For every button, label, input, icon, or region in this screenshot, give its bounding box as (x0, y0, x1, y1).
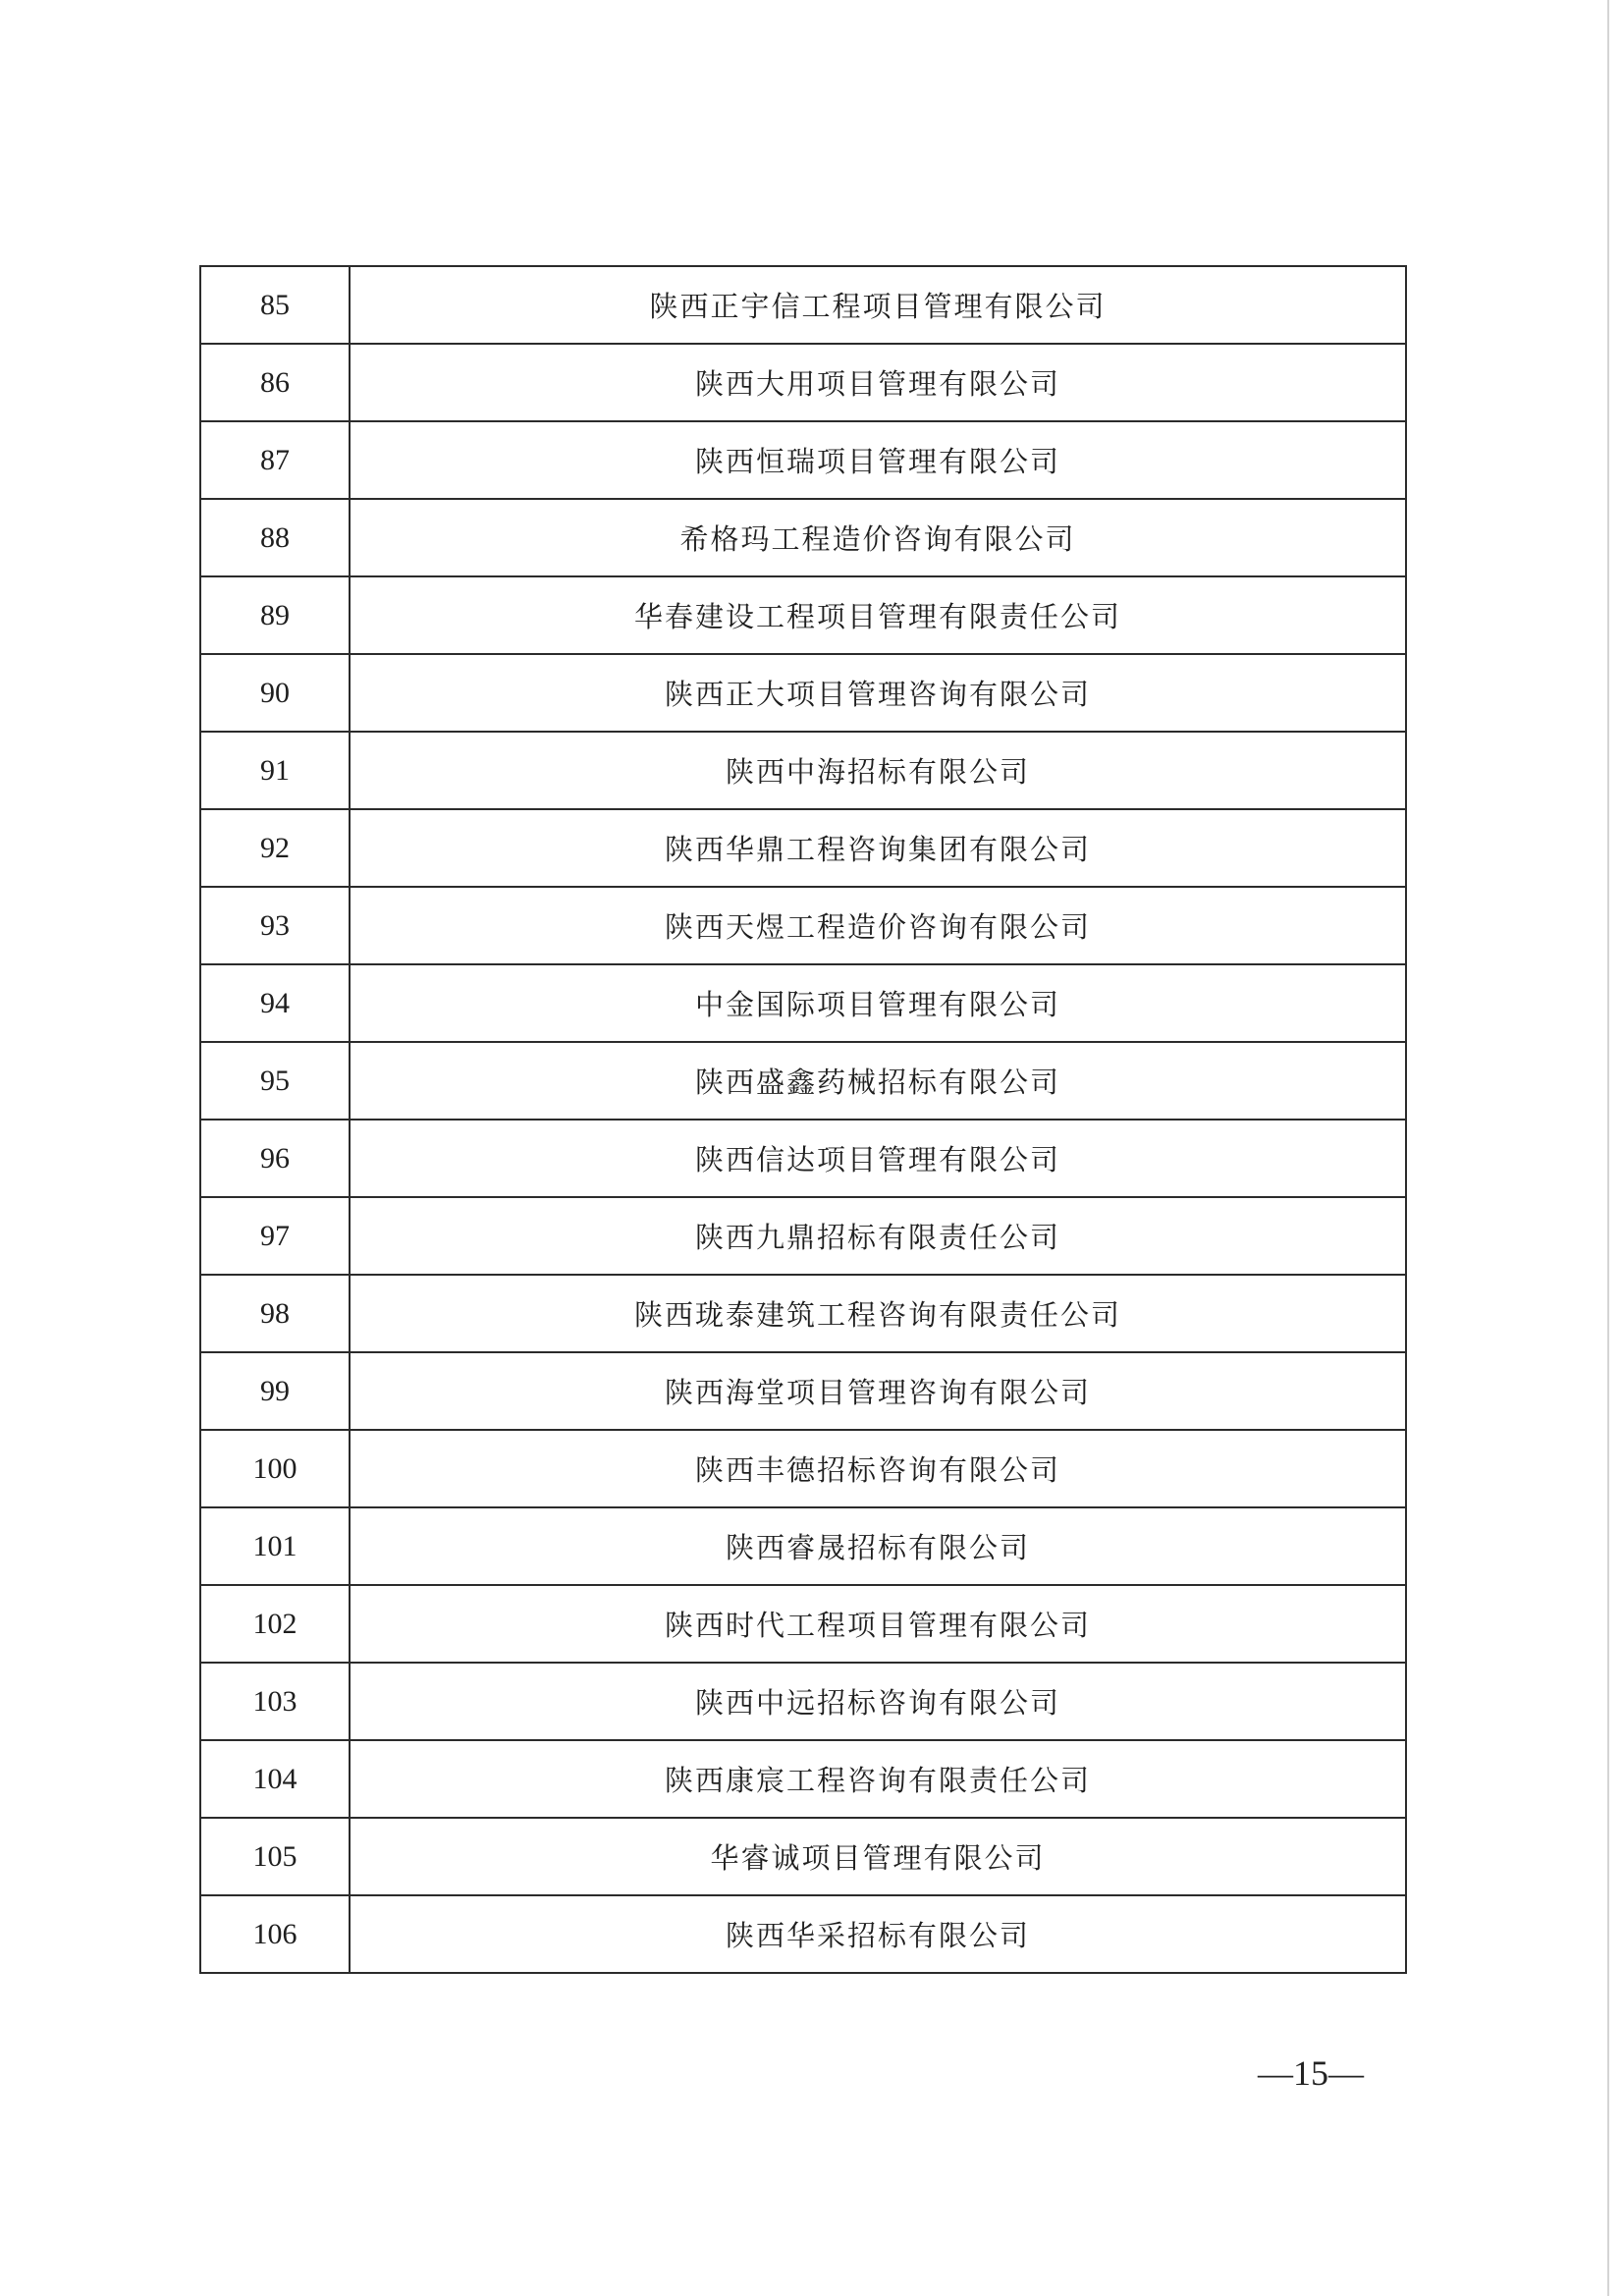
table-row (200, 809, 1406, 887)
row-number: 89 (200, 576, 350, 654)
row-number: 102 (200, 1585, 350, 1663)
table-row (200, 1507, 1406, 1585)
table-row (200, 1895, 1406, 1973)
company-table (199, 265, 1407, 1974)
company-name: 中金国际项目管理有限公司 (350, 964, 1406, 1042)
company-name: 陕西中远招标咨询有限公司 (350, 1663, 1406, 1740)
table-row (200, 654, 1406, 732)
row-number: 100 (200, 1430, 350, 1507)
company-name: 陕西恒瑞项目管理有限公司 (350, 421, 1406, 499)
table-row (200, 266, 1406, 344)
table-row (200, 1740, 1406, 1818)
company-name: 陕西盛鑫药械招标有限公司 (350, 1042, 1406, 1120)
row-number: 104 (200, 1740, 350, 1818)
table-row (200, 732, 1406, 809)
company-name: 陕西时代工程项目管理有限公司 (350, 1585, 1406, 1663)
row-number: 105 (200, 1818, 350, 1895)
company-name: 陕西正宇信工程项目管理有限公司 (350, 266, 1406, 344)
company-name: 陕西信达项目管理有限公司 (350, 1120, 1406, 1197)
company-name: 希格玛工程造价咨询有限公司 (350, 499, 1406, 576)
row-number: 106 (200, 1895, 350, 1973)
row-number: 85 (200, 266, 350, 344)
company-name: 华春建设工程项目管理有限责任公司 (350, 576, 1406, 654)
table-row (200, 1352, 1406, 1430)
page-edge-line (1607, 0, 1609, 2296)
company-name: 陕西天煜工程造价咨询有限公司 (350, 887, 1406, 964)
table-row (200, 1197, 1406, 1275)
row-number: 98 (200, 1275, 350, 1352)
table-row (200, 1818, 1406, 1895)
table-row (200, 576, 1406, 654)
row-number: 88 (200, 499, 350, 576)
company-name: 陕西华鼎工程咨询集团有限公司 (350, 809, 1406, 887)
row-number: 91 (200, 732, 350, 809)
page-number: —15— (1258, 2053, 1364, 2093)
company-name: 陕西海堂项目管理咨询有限公司 (350, 1352, 1406, 1430)
company-name: 陕西大用项目管理有限公司 (350, 344, 1406, 421)
row-number: 95 (200, 1042, 350, 1120)
table-row (200, 1120, 1406, 1197)
company-name: 陕西睿晟招标有限公司 (350, 1507, 1406, 1585)
row-number: 90 (200, 654, 350, 732)
company-name: 陕西九鼎招标有限责任公司 (350, 1197, 1406, 1275)
company-name: 陕西中海招标有限公司 (350, 732, 1406, 809)
row-number: 96 (200, 1120, 350, 1197)
row-number: 92 (200, 809, 350, 887)
table-row (200, 1430, 1406, 1507)
row-number: 99 (200, 1352, 350, 1430)
company-table-body (200, 266, 1406, 1973)
row-number: 101 (200, 1507, 350, 1585)
company-name: 陕西康宸工程咨询有限责任公司 (350, 1740, 1406, 1818)
company-name: 陕西华采招标有限公司 (350, 1895, 1406, 1973)
table-row (200, 1585, 1406, 1663)
row-number: 93 (200, 887, 350, 964)
company-name: 陕西正大项目管理咨询有限公司 (350, 654, 1406, 732)
table-row (200, 344, 1406, 421)
table-row (200, 1663, 1406, 1740)
row-number: 87 (200, 421, 350, 499)
row-number: 103 (200, 1663, 350, 1740)
table-row (200, 421, 1406, 499)
table-row (200, 1042, 1406, 1120)
table-row (200, 887, 1406, 964)
company-name: 陕西丰德招标咨询有限公司 (350, 1430, 1406, 1507)
table-row (200, 964, 1406, 1042)
table-row (200, 1275, 1406, 1352)
company-name: 陕西珑泰建筑工程咨询有限责任公司 (350, 1275, 1406, 1352)
row-number: 97 (200, 1197, 350, 1275)
row-number: 94 (200, 964, 350, 1042)
table-row (200, 499, 1406, 576)
company-name: 华睿诚项目管理有限公司 (350, 1818, 1406, 1895)
row-number: 86 (200, 344, 350, 421)
